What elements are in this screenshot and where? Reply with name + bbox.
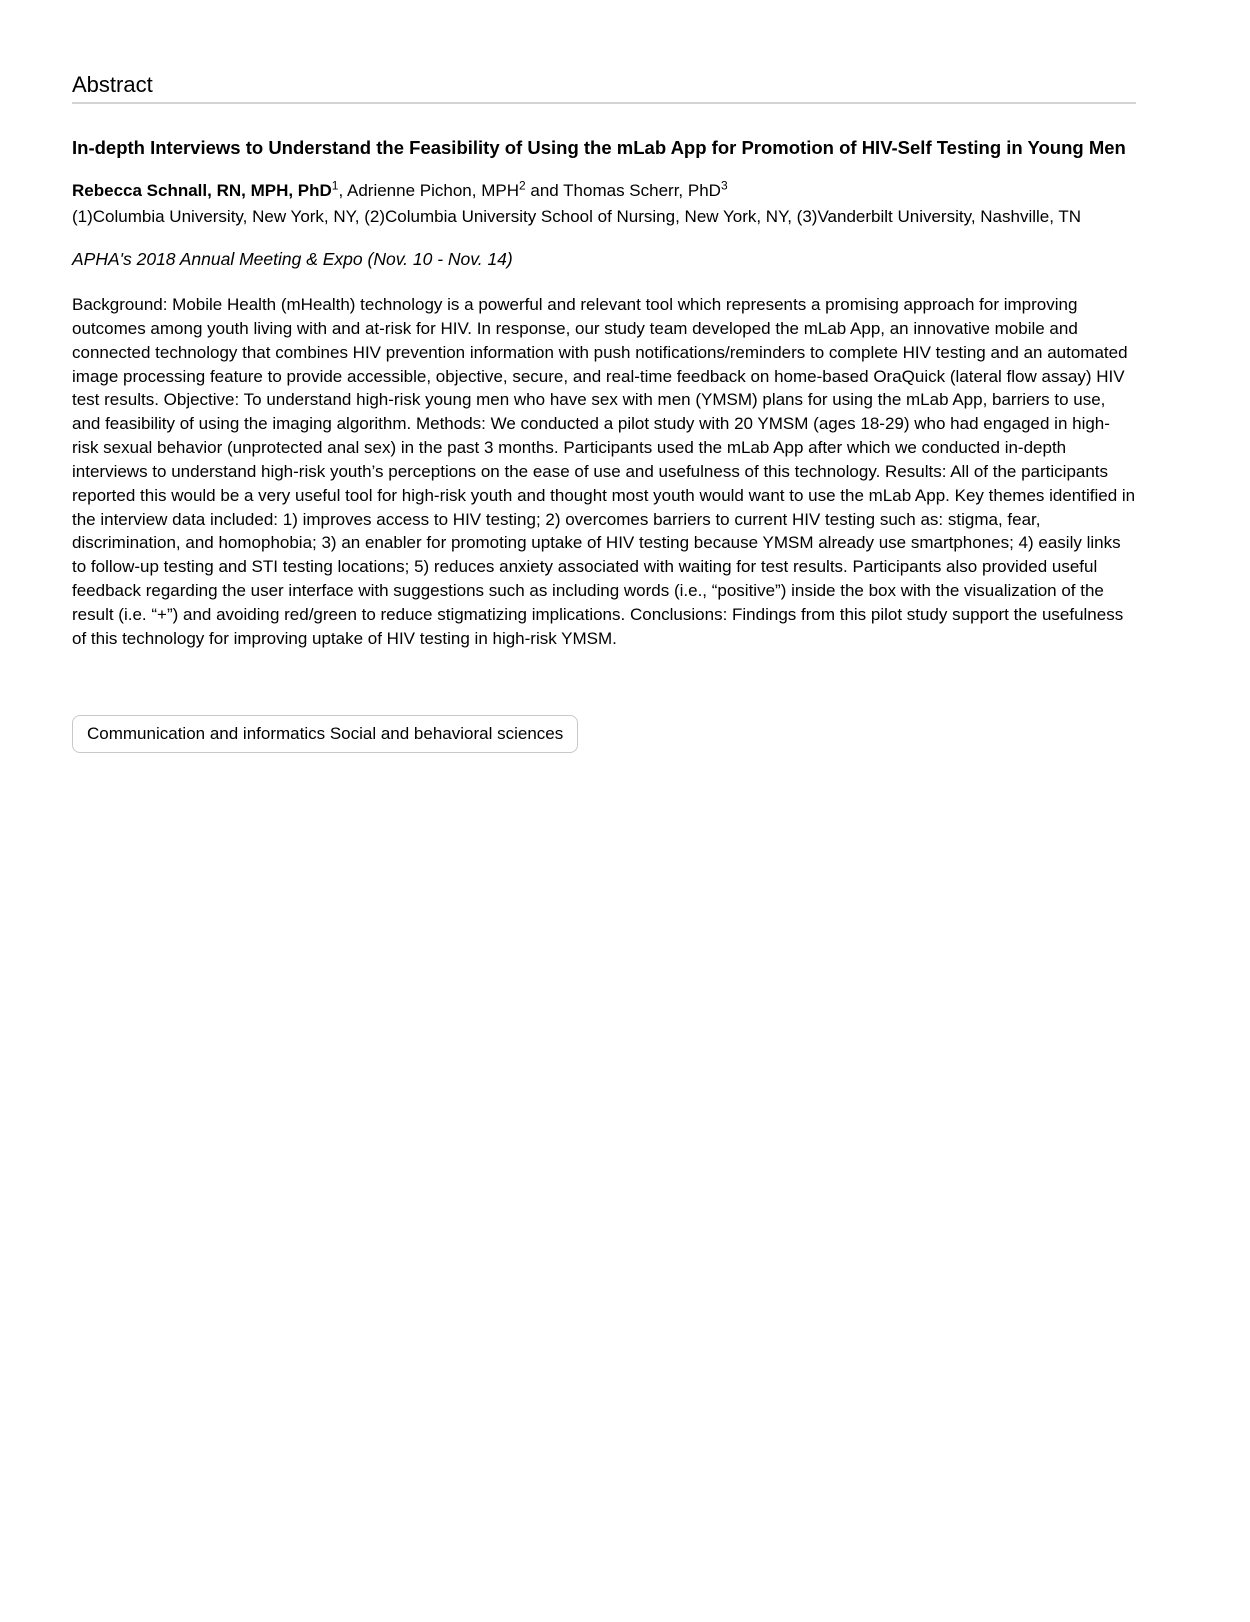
author-third: and Thomas Scherr, PhD <box>525 181 721 200</box>
author-primary-affiliation-marker: 1 <box>331 178 339 193</box>
author-primary: Rebecca Schnall, RN, MPH, PhD <box>72 181 332 200</box>
conference-line: APHA's 2018 Annual Meeting & Expo (Nov. 10 - Nov. 14) <box>72 249 513 269</box>
topic-tag-button[interactable]: Communication and informatics Social and behavioral sciences <box>72 715 578 753</box>
abstract-section-label: Abstract <box>72 72 153 97</box>
section-divider <box>72 102 1136 104</box>
authors-line <box>72 178 1136 204</box>
author-second: , Adrienne Pichon, MPH <box>338 181 519 200</box>
author-second-affiliation-marker: 2 <box>518 178 526 193</box>
abstract-body-text: Background: Mobile Health (mHealth) technology is a powerful and relevant tool which represents a promising approach for improving outcomes among youth living with and at-risk for HIV. In response, our study team developed the mLab App, an innovative mobile and connected technology that combines HIV prevention information with push notifications/reminders to complete HIV testing and an automated image processing feature to provide accessible, objective, secure, and real-time feedback on home-based OraQuick (lateral flow assay) HIV test results. Objective: To understand high-risk young men who have sex with men (YMSM) plans for using the mLab App, barriers to use, and feasibility of using the imaging algorithm. Methods: We conducted a pilot study with 20 YMSM (ages 18-29) who had engaged in high-risk sexual behavior (unprotected anal sex) in the past 3 months. Participants used the mLab App after which we conducted in-depth interviews to understand high-risk youth’s perceptions on the ease of use and usefulness of this technology. Results: All of the participants reported this would be a very useful tool for high-risk youth and thought most youth would want to use the mLab App. Key themes identified in the interview data included: 1) improves access to HIV testing; 2) overcomes barriers to current HIV testing such as: stigma, fear, discrimination, and homophobia; 3) an enabler for promoting uptake of HIV testing because YMSM already use smartphones; 4) easily links to follow-up testing and STI testing locations; 5) reduces anxiety associated with waiting for test results. Participants also provided useful feedback regarding the user interface with suggestions such as including words (i.e., “positive”) inside the box with the visualization of the result (i.e. “+”) and avoiding red/green to reduce stigmatizing implications. Conclusions: Findings from this pilot study support the usefulness of this technology for improving uptake of HIV testing in high-risk YMSM. <box>72 295 1136 648</box>
affiliations-line: (1)Columbia University, New York, NY, (2)Columbia University School of Nursing, New York, NY, (3)Vanderbilt University, Nashville, TN <box>72 206 1082 226</box>
author-third-affiliation-marker: 3 <box>720 178 728 193</box>
paper-title: In-depth Interviews to Understand the Feasibility of Using the mLab App for Promotion of HIV-Self Testing in Young Men <box>72 137 1126 158</box>
